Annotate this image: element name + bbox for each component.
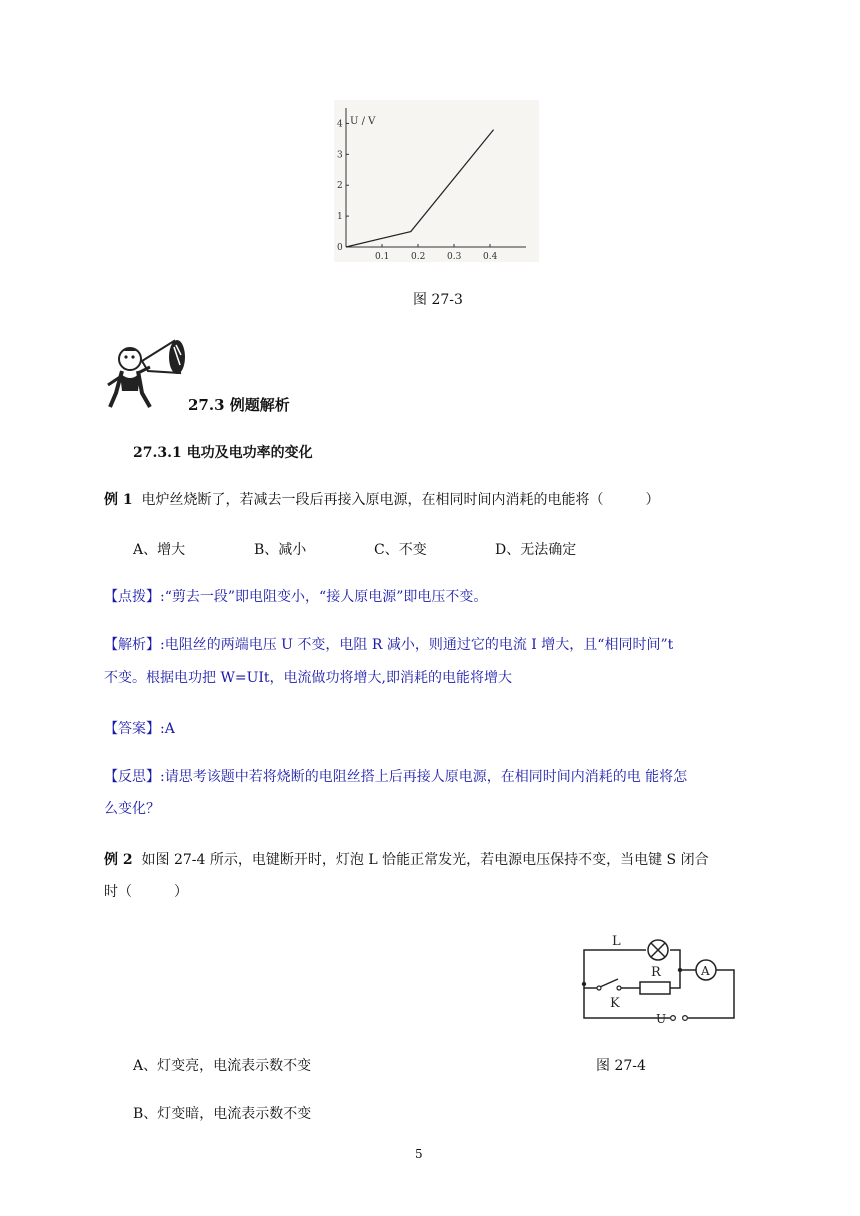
example-1-question [104, 490, 660, 510]
ammeter-label: A [701, 964, 710, 978]
analysis-label: 【解析】: [104, 637, 165, 653]
example-2-question-line1 [104, 850, 709, 870]
data-series-line [346, 130, 494, 247]
hint-label: 【点拨】: [104, 589, 165, 605]
analysis-text-1: 电阻丝的两端电压 U 不变，电阻 R 减小，则通过它的电流 I 增大，且“相同时间”t [164, 637, 674, 653]
mascot-megaphone-icon [104, 333, 194, 411]
example-1-analysis-line1 [104, 635, 673, 655]
example-2-option-b: B、灯变暗，电流表示数不变 [133, 1106, 312, 1122]
x-tick-label: 0.3 [447, 252, 462, 262]
example-1-option-a: A、增大 [133, 542, 186, 558]
answer-text: A [164, 721, 175, 737]
example-1-analysis-line2: 不变。根据电功把 W=UIt，电流做功将增大,即消耗的电能将增大 [104, 670, 512, 686]
resistor-label: R [651, 965, 661, 980]
figure-27-4-circuit [576, 928, 746, 1028]
figure-27-3-caption: 图 27-3 [413, 292, 463, 308]
example-2-option-a: A、灯变亮，电流表示数不变 [133, 1058, 312, 1074]
example-1-option-b: B、减小 [254, 542, 307, 558]
example-2-question-line2: 时（ ） [104, 884, 188, 900]
y-tick-label: 2 [337, 181, 343, 192]
reflect-text-1: 请思考该题中若将烧断的电阻丝搭上后再接人原电源，在相同时间内消耗的电 能将怎 [164, 769, 688, 785]
example-1-reflect-line2: 么变化？ [104, 801, 160, 817]
y-tick-label: 0 [337, 243, 343, 253]
y-tick-label: 4 [337, 119, 343, 130]
example-1-reflect-line1 [104, 767, 687, 787]
example-2-text-1: 如图 27-4 所示，电键断开时，灯泡 L 恰能正常发光，若电源电压保持不变，当电键 S 闭合 [141, 852, 709, 868]
page-number: 5 [415, 1147, 423, 1161]
section-title: 27.3 例题解析 [188, 396, 290, 414]
example-1-text: 电炉丝烧断了，若减去一段后再接入原电源，在相同时间内消耗的电能将（ ） [141, 492, 660, 508]
y-tick-label: 3 [337, 150, 343, 161]
u-i-graph [334, 100, 539, 262]
example-2-label: 例 2 [104, 852, 133, 868]
example-1-label: 例 1 [104, 492, 133, 508]
hint-text: “剪去一段”即电阻变小，“接人原电源”即电压不变。 [164, 589, 488, 605]
section-subtitle: 27.3.1 电功及电功率的变化 [133, 445, 313, 461]
y-tick-labels [337, 119, 349, 253]
key-label: K [610, 996, 620, 1011]
figure-27-3 [334, 100, 539, 262]
answer-label: 【答案】: [104, 721, 165, 737]
y-axis-label: U / V [350, 116, 376, 127]
figure-27-4-caption: 图 27-4 [596, 1058, 646, 1074]
source-label: U [656, 1012, 667, 1026]
x-tick-label: 0.4 [483, 252, 498, 262]
lamp-label: L [612, 934, 621, 949]
example-1-answer [104, 719, 175, 739]
x-tick-label: 0.2 [411, 252, 426, 262]
reflect-label: 【反思】: [104, 769, 165, 785]
x-tick-label: 0.1 [375, 252, 390, 262]
y-tick-label: 1 [337, 212, 343, 223]
example-1-hint [104, 587, 487, 607]
example-1-option-d: D、无法确定 [495, 542, 577, 558]
example-1-option-c: C、不变 [374, 542, 427, 558]
